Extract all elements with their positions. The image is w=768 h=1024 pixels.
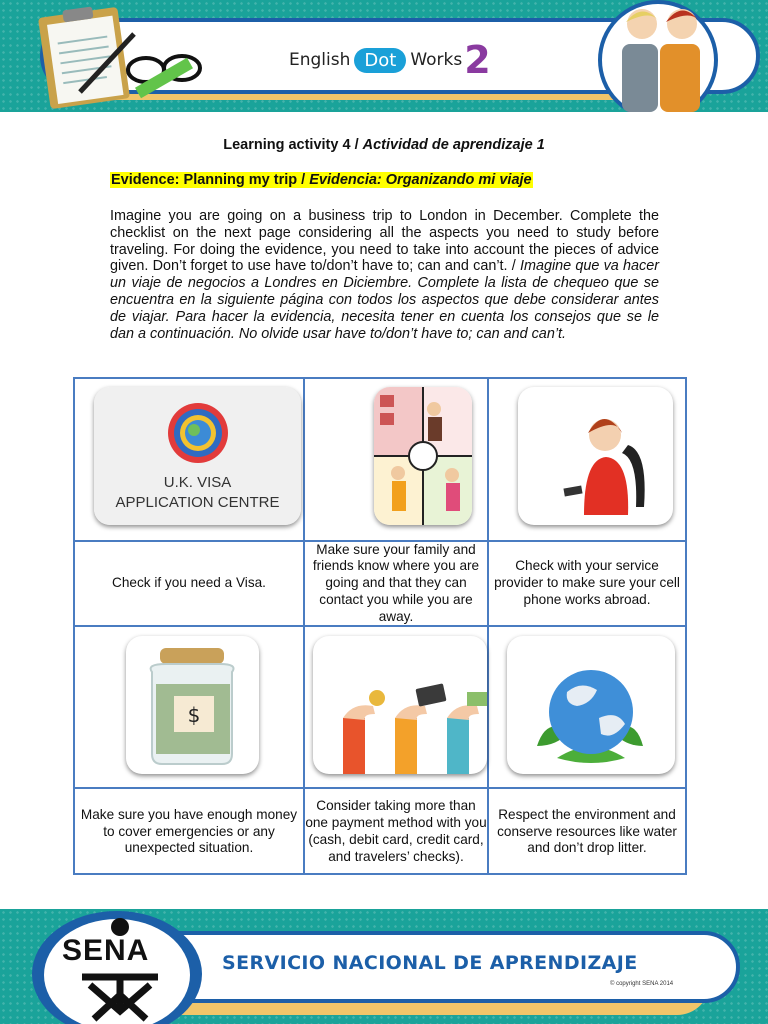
earth-icon	[507, 636, 675, 774]
tip-payment: Consider taking more than one payment method with you (cash, debit card, credit card, and travelers’ checks).	[305, 798, 487, 864]
clipboard-icon	[14, 6, 204, 110]
organization-name: SERVICIO NACIONAL DE APRENDIZAJE	[222, 952, 638, 974]
logo-word-works: Works	[410, 50, 463, 70]
globe-leaves-image	[507, 636, 675, 774]
header-banner	[0, 0, 768, 112]
evidence-heading	[110, 172, 533, 188]
logo-word-dot: Dot	[354, 48, 406, 73]
english-dot-works-logo	[289, 40, 491, 80]
intro-paragraph	[110, 208, 659, 342]
tips-grid	[73, 377, 687, 875]
phone-woman-image	[518, 387, 673, 525]
evidence-heading-en: Evidence: Planning my trip /	[111, 172, 310, 188]
logo-word-english: English	[289, 50, 351, 70]
activity-title	[0, 137, 768, 153]
sena-logo-text: SENA	[62, 934, 150, 967]
evidence-heading-es: Evidencia: Organizando mi viaje	[309, 172, 532, 188]
logo-number: 2	[464, 38, 491, 82]
tip-money: Make sure you have enough money to cover emergencies or any unexpected situation.	[80, 806, 298, 856]
dollar-jar-icon	[126, 636, 259, 774]
sena-person-icon	[80, 915, 160, 1024]
svg-text:$: $	[187, 703, 201, 727]
tip-phone: Check with your service provider to make sure your cell phone works abroad.	[494, 558, 680, 607]
students-illustration	[598, 0, 768, 112]
visa-caption-line2: APPLICATION CENTRE	[115, 494, 280, 511]
activity-title-es: Actividad de aprendizaje 1	[362, 137, 545, 153]
visa-centre-caption	[94, 473, 301, 513]
visa-centre-image	[94, 387, 301, 525]
family-friends-image	[374, 387, 472, 525]
copyright-notice: © copyright SENA 2014	[610, 981, 674, 987]
tip-visa: Check if you need a Visa.	[112, 575, 266, 591]
tip-environment: Respect the environment and conserve resources like water and don’t drop litter.	[497, 806, 677, 856]
payment-cards-image	[313, 636, 487, 774]
visa-caption-line1: U.K. VISA	[163, 474, 232, 491]
tip-family: Make sure your family and friends know where you are going and that they can contact you while you are away.	[312, 541, 480, 624]
intro-text-es: Imagine que va hacer un viaje de negocios a Londres en Diciembre. Complete la lista de chequeo que se encuentra en la siguiente página con todos los aspectos que debe considerar antes de viajar. Para hacer la evidencia, necesita tener en cuenta los consejos que se le dan a continuación. No olvide usar have to/don’t have to; can and can’t.	[110, 258, 659, 342]
activity-title-en: Learning activity 4 /	[223, 137, 363, 153]
money-jar-image	[126, 636, 259, 774]
intro-text-en: Imagine you are going on a business trip to London in December. Complete the checklist on the next page considering all the aspects you need to study before traveling. For doing the evidence, you need to take into account the pieces of advice given. Don’t forget to use have to/don’t have to; can and can’t. /	[110, 208, 659, 275]
